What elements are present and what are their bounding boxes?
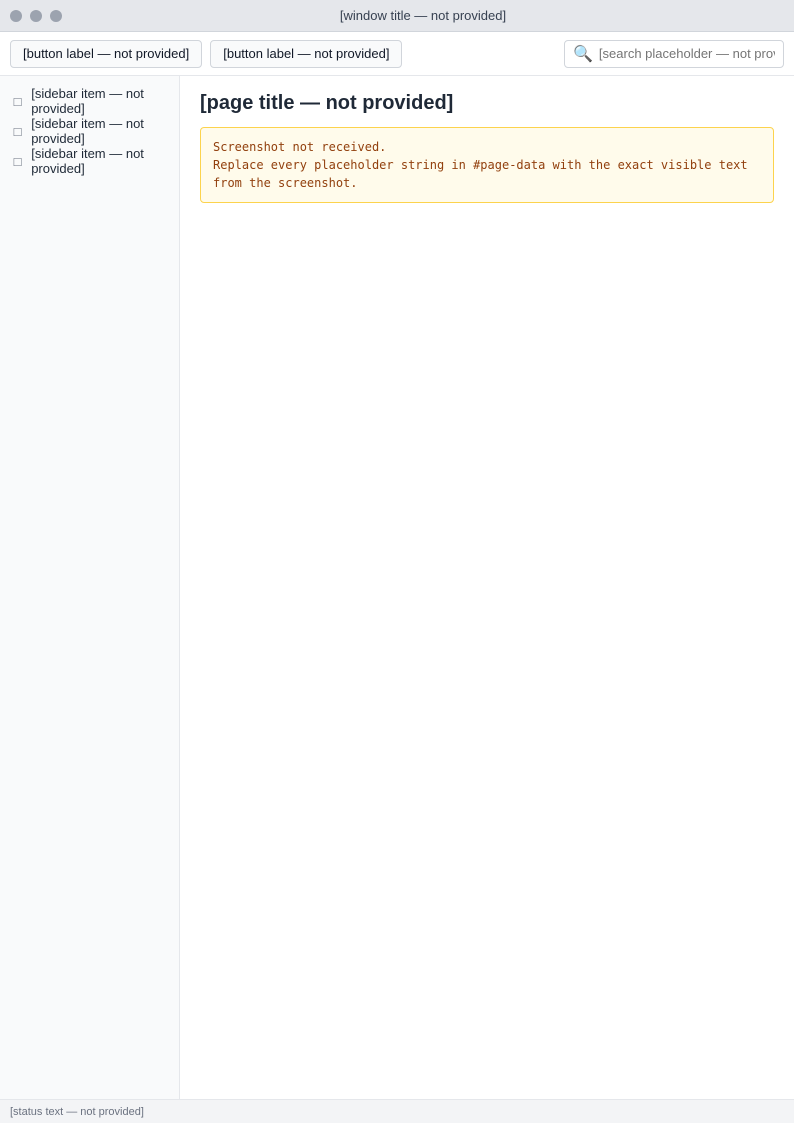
close-window-button[interactable] <box>10 10 22 22</box>
toolbar-button-2[interactable]: [button label — not provided] <box>210 40 402 68</box>
folder-icon: □ <box>13 93 22 109</box>
sidebar-item-label: [sidebar item — not provided] <box>31 146 144 176</box>
folder-icon: □ <box>13 153 22 169</box>
sidebar-item-label: [sidebar item — not provided] <box>31 116 144 146</box>
search-icon: 🔍 <box>573 45 593 63</box>
window-title: [window title — not provided] <box>339 8 507 23</box>
toolbar-button-1[interactable]: [button label — not provided] <box>10 40 202 68</box>
sidebar <box>0 76 180 1099</box>
sidebar-item-1[interactable] <box>0 86 179 116</box>
search-box <box>564 40 784 68</box>
minimize-window-button[interactable] <box>30 10 42 22</box>
content-area <box>0 76 794 1099</box>
window-controls <box>10 10 62 22</box>
sidebar-item-3[interactable] <box>0 146 179 176</box>
page-title: [page title — not provided] <box>200 92 454 114</box>
status-bar <box>0 1099 794 1123</box>
search-input[interactable] <box>599 46 775 61</box>
status-text: [status text — not provided] <box>10 1105 144 1118</box>
sidebar-item-2[interactable] <box>0 116 179 146</box>
main-panel <box>180 76 794 1099</box>
toolbar <box>0 32 794 76</box>
sidebar-item-label: [sidebar item — not provided] <box>31 86 144 116</box>
maximize-window-button[interactable] <box>50 10 62 22</box>
title-bar <box>0 0 794 32</box>
missing-screenshot-notice: Screenshot not received. Replace every placeholder string in #page-data with the exact visible text from the screenshot. <box>200 127 774 203</box>
folder-icon: □ <box>13 123 22 139</box>
